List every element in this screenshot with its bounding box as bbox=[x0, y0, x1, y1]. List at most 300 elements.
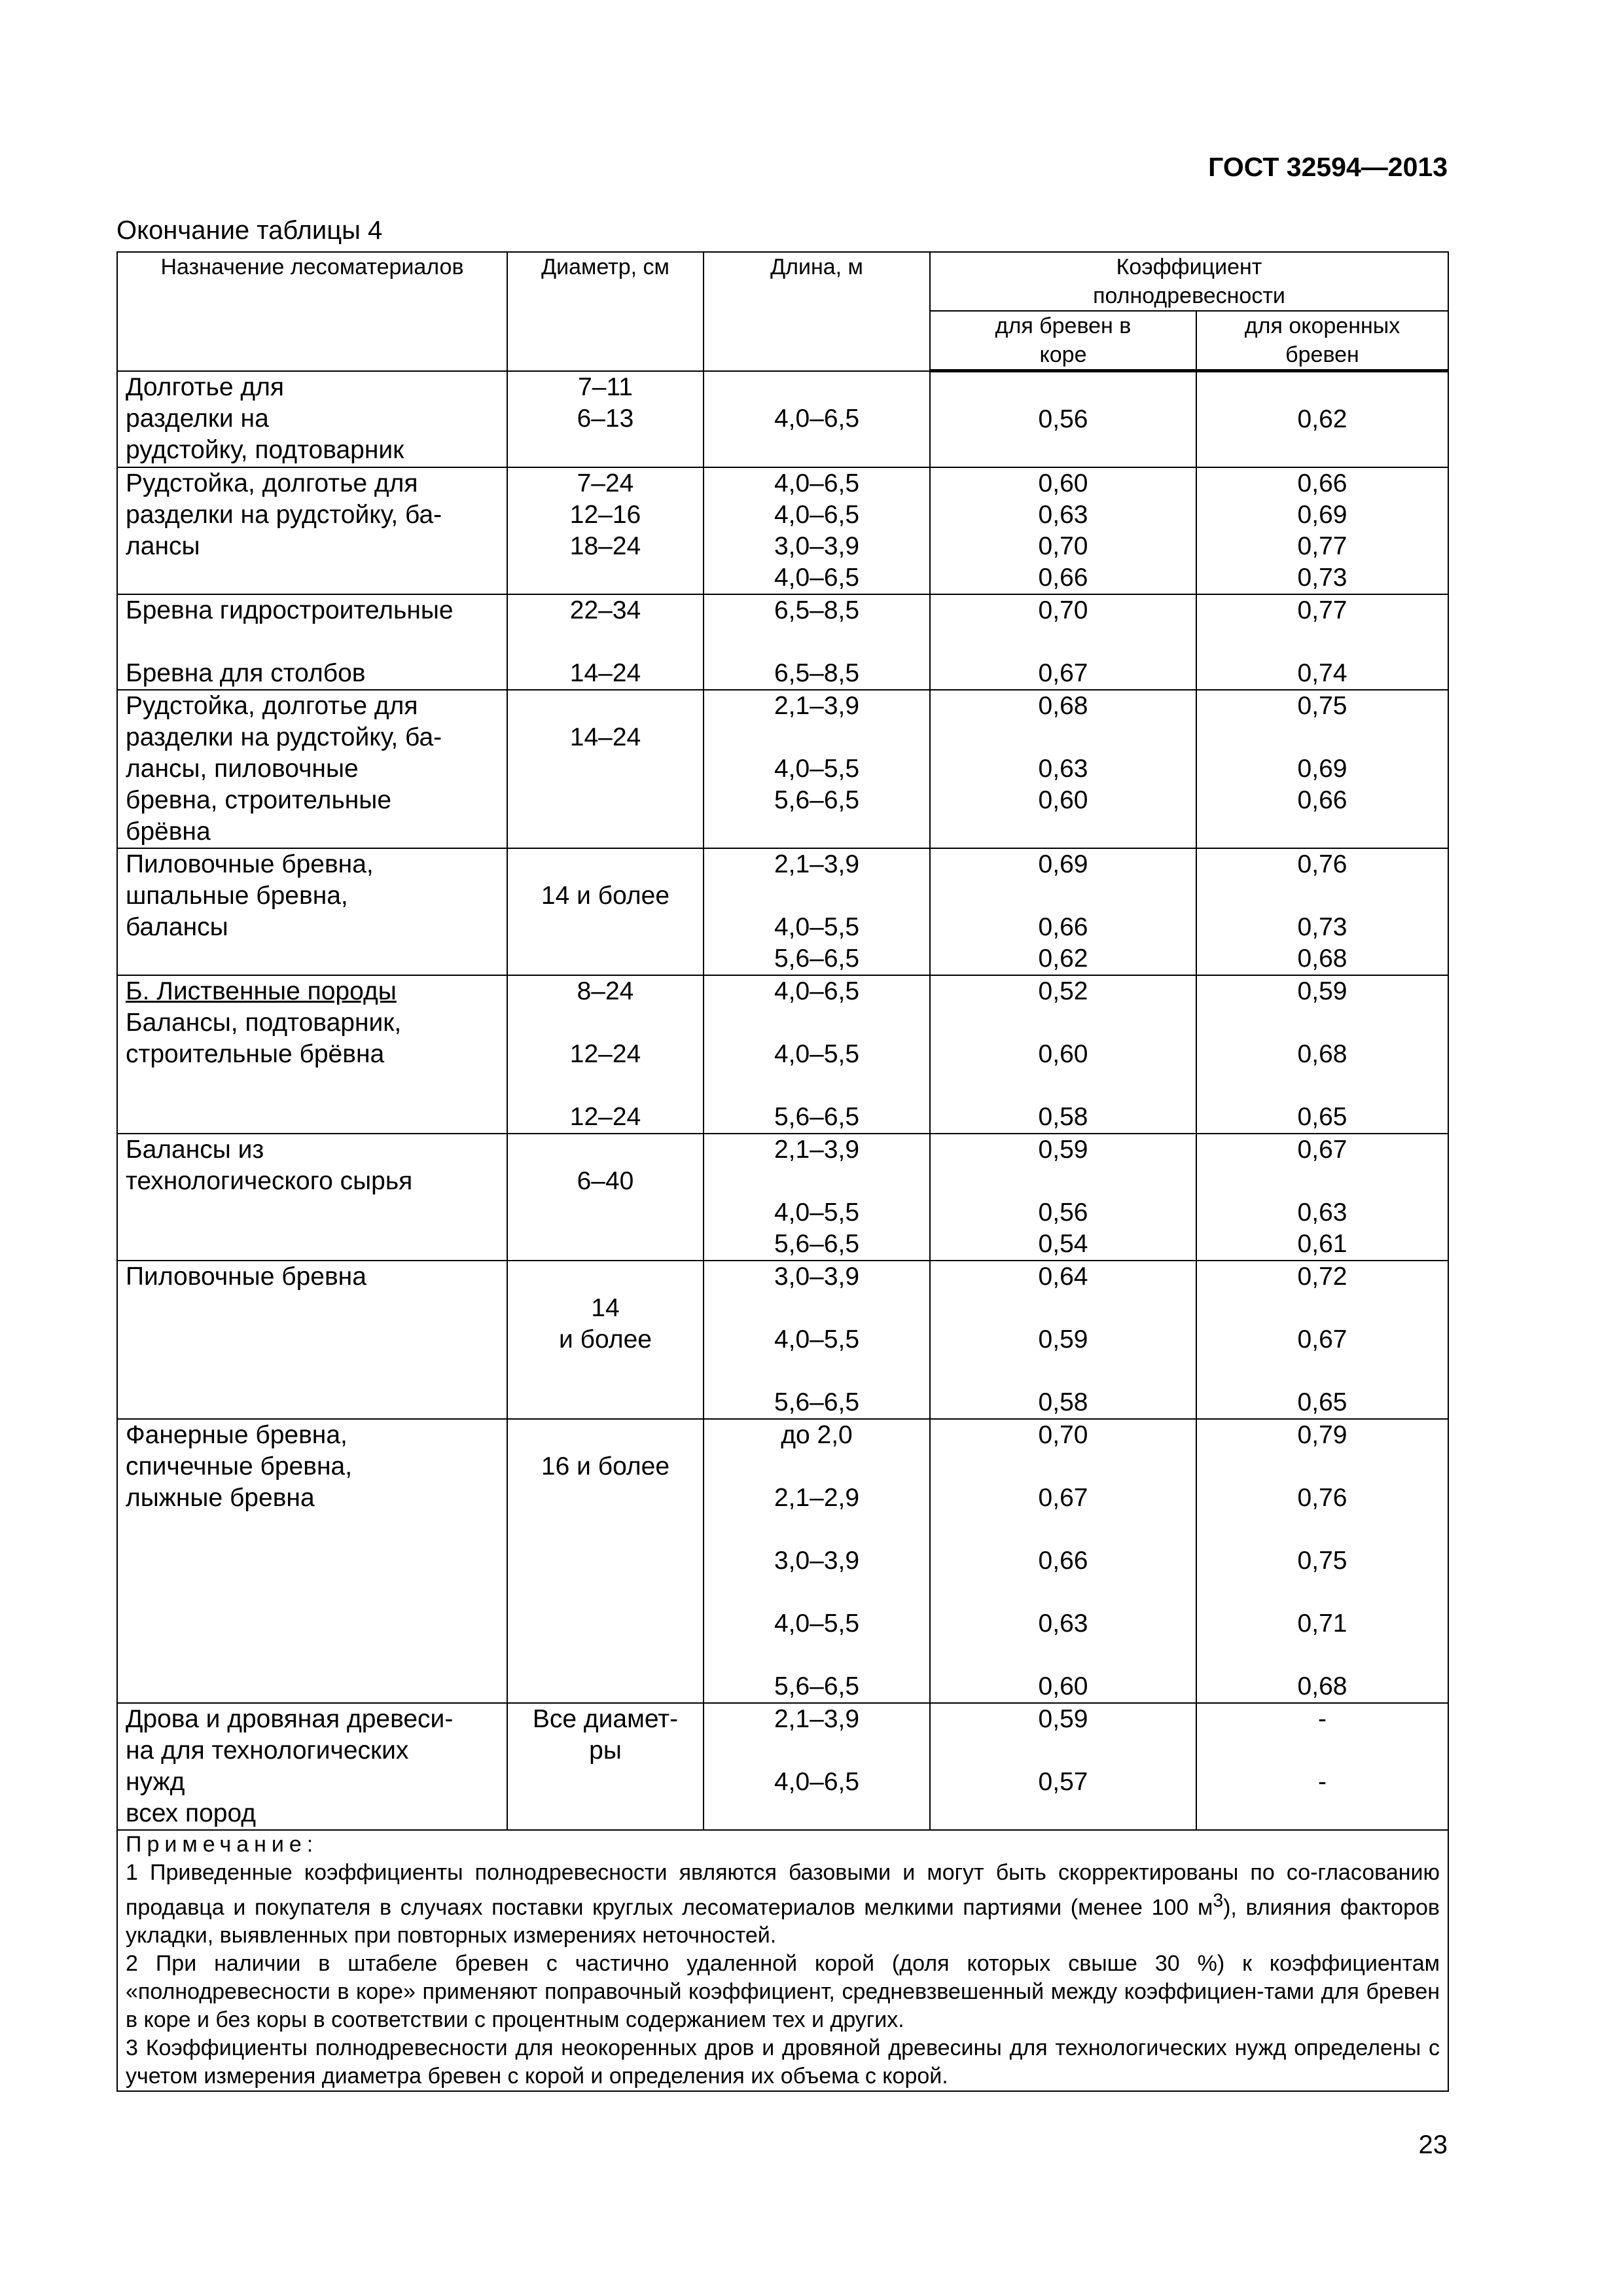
table-body bbox=[117, 371, 1448, 1831]
cell-line: 4,0–5,5 bbox=[774, 1198, 860, 1227]
cell-line: 5,6–6,5 bbox=[774, 1230, 860, 1258]
cell-line: 0,63 bbox=[1297, 1198, 1347, 1227]
cell-line: лансы bbox=[126, 532, 200, 560]
cell-line: 0,67 bbox=[1038, 659, 1088, 687]
cell-line: 0,70 bbox=[1038, 1421, 1088, 1449]
cell-line: лансы, пиловочные bbox=[126, 755, 359, 783]
cell-coef-debarked bbox=[1196, 467, 1448, 594]
cell-line bbox=[938, 1070, 1188, 1102]
cell-line bbox=[516, 1420, 695, 1451]
cell-line bbox=[126, 1671, 499, 1702]
cell-line: 16 и более bbox=[541, 1452, 670, 1480]
cell-line: 7–24 bbox=[577, 469, 634, 497]
cell-line: нужд bbox=[126, 1768, 185, 1796]
cell-line bbox=[938, 626, 1188, 658]
table-row bbox=[117, 975, 1448, 1134]
cell-line bbox=[712, 1293, 921, 1324]
cell-line bbox=[516, 562, 695, 594]
cell-line bbox=[938, 1166, 1188, 1197]
header-length: Длина, м bbox=[704, 252, 930, 371]
cell-line bbox=[712, 1355, 921, 1387]
cell-line bbox=[938, 722, 1188, 753]
cell-purpose bbox=[117, 848, 507, 975]
cell-line: 0,66 bbox=[1038, 564, 1088, 592]
cell-line bbox=[516, 1608, 695, 1640]
cell-purpose bbox=[117, 371, 507, 468]
cell-line: 4,0–5,5 bbox=[774, 1609, 860, 1638]
cell-line: 2,1–3,9 bbox=[774, 1705, 860, 1733]
cell-line: 7–11 bbox=[578, 372, 633, 401]
cell-coef-debarked bbox=[1196, 848, 1448, 975]
cell-line: лыжные бревна bbox=[126, 1484, 315, 1512]
cell-diameter bbox=[507, 1261, 704, 1419]
cell-line bbox=[516, 1482, 695, 1514]
cell-line: 0,63 bbox=[1038, 755, 1088, 783]
cell-line bbox=[516, 691, 695, 722]
cell-line: и более bbox=[559, 1325, 652, 1354]
cell-line bbox=[516, 1767, 695, 1798]
cell-purpose bbox=[117, 1134, 507, 1261]
cell-line: 0,59 bbox=[1038, 1705, 1088, 1733]
cell-line bbox=[516, 816, 695, 848]
cell-line bbox=[1205, 1640, 1440, 1671]
cell-line: 0,60 bbox=[1038, 786, 1088, 814]
table-row bbox=[117, 1134, 1448, 1261]
wood-density-table bbox=[116, 251, 1449, 2092]
cell-line: Рудстойка, долготье для bbox=[126, 692, 418, 720]
cell-length bbox=[704, 1134, 930, 1261]
cell-line: 0,67 bbox=[1297, 1325, 1347, 1354]
cell-line: 0,77 bbox=[1297, 596, 1347, 624]
cell-line bbox=[126, 1070, 499, 1102]
cell-line bbox=[126, 1577, 499, 1608]
cell-line bbox=[1205, 1007, 1440, 1039]
cell-line bbox=[1205, 880, 1440, 912]
cell-line bbox=[516, 435, 695, 466]
cell-line: 6–40 bbox=[577, 1167, 634, 1195]
cell-line: 0,58 bbox=[1038, 1388, 1088, 1416]
cell-line: 0,62 bbox=[1038, 944, 1088, 973]
cell-purpose bbox=[117, 467, 507, 594]
cell-line bbox=[1205, 1166, 1440, 1197]
cell-line bbox=[938, 880, 1188, 912]
cell-line: 5,6–6,5 bbox=[774, 786, 860, 814]
cell-coef-bark bbox=[930, 594, 1196, 690]
cell-line bbox=[712, 1514, 921, 1545]
cell-line bbox=[126, 1229, 499, 1260]
cell-line bbox=[516, 1007, 695, 1039]
cell-line bbox=[938, 1798, 1188, 1829]
cell-line: 8–24 bbox=[577, 977, 634, 1005]
cell-line: брёвна bbox=[126, 817, 211, 846]
cell-line: балансы bbox=[126, 913, 228, 941]
cell-line: 0,66 bbox=[1297, 786, 1347, 814]
cell-coef-debarked bbox=[1196, 975, 1448, 1134]
table-row bbox=[117, 1703, 1448, 1830]
cell-line: 14–24 bbox=[569, 723, 641, 751]
cell-line: Б. Лиственные породы bbox=[126, 977, 397, 1005]
cell-line bbox=[516, 1671, 695, 1702]
cell-purpose bbox=[117, 1261, 507, 1419]
cell-line bbox=[516, 1134, 695, 1166]
cell-line: 0,68 bbox=[1297, 1672, 1347, 1700]
cell-line bbox=[712, 1735, 921, 1767]
cell-line: ры bbox=[589, 1736, 622, 1765]
cell-line: 0,59 bbox=[1038, 1325, 1088, 1354]
cell-purpose bbox=[117, 690, 507, 848]
cell-line: 0,66 bbox=[1297, 469, 1347, 497]
cell-line bbox=[712, 372, 921, 403]
cell-line bbox=[712, 1798, 921, 1829]
table-row bbox=[117, 690, 1448, 848]
cell-line: 0,70 bbox=[1038, 532, 1088, 560]
cell-line: 0,56 bbox=[1038, 405, 1088, 433]
cell-line bbox=[126, 943, 499, 975]
cell-line bbox=[126, 626, 499, 658]
cell-line: 0,59 bbox=[1297, 977, 1347, 1005]
cell-line bbox=[712, 435, 921, 466]
cell-line: 12–24 bbox=[569, 1103, 641, 1131]
cell-length bbox=[704, 594, 930, 690]
cell-line bbox=[516, 1798, 695, 1829]
cell-line bbox=[938, 1640, 1188, 1671]
cell-line: разделки на bbox=[126, 404, 269, 433]
cell-line: Балансы из bbox=[126, 1136, 264, 1164]
cell-line: 14–24 bbox=[569, 659, 641, 687]
cell-line bbox=[712, 816, 921, 848]
cell-purpose bbox=[117, 1703, 507, 1830]
cell-line bbox=[516, 753, 695, 785]
cell-line: Пиловочные бревна, bbox=[126, 850, 374, 878]
cell-line bbox=[126, 1545, 499, 1577]
cell-line: 0,66 bbox=[1038, 913, 1088, 941]
cell-line: рудстойку, подтоварник bbox=[126, 435, 404, 464]
cell-line bbox=[516, 1070, 695, 1102]
note-1: 1 Приведенные коэффициенты полнодревесности являются базовыми и могут быть скорректированы по со-гласованию продавца и покупателя в случаях поставки круглых лесоматериалов мелкими партиями (менее 100 $м^3$), влияния факторов укладки, выявленных при повторных измерениях неточностей. bbox=[126, 1860, 1440, 1948]
cell-line bbox=[126, 1514, 499, 1545]
cell-line: 0,69 bbox=[1297, 501, 1347, 529]
cell-line: 2,1–3,9 bbox=[774, 692, 860, 720]
cell-line bbox=[712, 1070, 921, 1102]
cell-line bbox=[1205, 372, 1440, 404]
cell-line: 4,0–6,5 bbox=[774, 469, 860, 497]
cell-line: 0,74 bbox=[1297, 659, 1347, 687]
cell-line: 0,76 bbox=[1297, 1484, 1347, 1512]
cell-line: 6–13 bbox=[577, 404, 634, 433]
cell-line: 0,66 bbox=[1038, 1547, 1088, 1575]
cell-line: 5,6–6,5 bbox=[774, 944, 860, 973]
cell-line: 0,68 bbox=[1038, 692, 1088, 720]
cell-line bbox=[712, 1451, 921, 1482]
cell-line bbox=[1205, 1514, 1440, 1545]
cell-coef-bark bbox=[930, 690, 1196, 848]
cell-line: на для технологических bbox=[126, 1736, 409, 1765]
table-row bbox=[117, 1419, 1448, 1703]
cell-line bbox=[126, 1324, 499, 1355]
cell-line bbox=[938, 1293, 1188, 1324]
cell-line bbox=[516, 849, 695, 880]
header-coef-debarked: для окоренных бревен bbox=[1196, 311, 1448, 371]
cell-line: 0,69 bbox=[1297, 755, 1347, 783]
cell-line bbox=[126, 1102, 499, 1133]
cell-line: 0,58 bbox=[1038, 1103, 1088, 1131]
cell-line bbox=[516, 1387, 695, 1418]
cell-line: 2,1–2,9 bbox=[774, 1484, 860, 1512]
cell-line: 0,64 bbox=[1038, 1263, 1088, 1291]
cell-line bbox=[1205, 816, 1440, 848]
cell-line: 6,5–8,5 bbox=[774, 659, 860, 687]
note-2: 2 При наличии в штабеле бревен с частично удаленной корой (доля которых свыше 30 %) к коэффициентам «полнодревесности в коре» применяют поправочный коэффициент, средневзвешенный между коэффициен-тами для бревен в коре и без коры в соответствии с процентным содержанием тех и других. bbox=[126, 1951, 1440, 2033]
cell-line: Балансы, подтоварник, bbox=[126, 1009, 402, 1037]
cell-diameter bbox=[507, 690, 704, 848]
cell-line: 6,5–8,5 bbox=[774, 596, 860, 624]
header-diameter: Диаметр, см bbox=[507, 252, 704, 371]
cell-line bbox=[126, 1387, 499, 1418]
cell-line: 0,72 bbox=[1297, 1263, 1347, 1291]
cell-line: 0,67 bbox=[1038, 1484, 1088, 1512]
cell-length bbox=[704, 975, 930, 1134]
table-caption: Окончание таблицы 4 bbox=[116, 216, 383, 245]
cell-line bbox=[938, 1577, 1188, 1608]
cell-line bbox=[938, 1355, 1188, 1387]
cell-line bbox=[516, 912, 695, 943]
cell-line: 0,63 bbox=[1038, 501, 1088, 529]
cell-line bbox=[1205, 1293, 1440, 1324]
cell-line bbox=[516, 1229, 695, 1260]
cell-purpose bbox=[117, 594, 507, 690]
cell-line: 12–24 bbox=[569, 1040, 641, 1068]
cell-line: спичечные бревна, bbox=[126, 1452, 353, 1480]
cell-coef-debarked bbox=[1196, 690, 1448, 848]
cell-diameter bbox=[507, 848, 704, 975]
cell-line bbox=[712, 1640, 921, 1671]
cell-line: 0,67 bbox=[1297, 1136, 1347, 1164]
cell-line bbox=[126, 1293, 499, 1324]
cell-line bbox=[1205, 435, 1440, 467]
cell-line: 4,0–5,5 bbox=[774, 755, 860, 783]
cell-line: 5,6–6,5 bbox=[774, 1103, 860, 1131]
cell-line bbox=[516, 1514, 695, 1545]
cell-coef-debarked bbox=[1196, 371, 1448, 468]
cell-line: 5,6–6,5 bbox=[774, 1672, 860, 1700]
cell-line: 18–24 bbox=[569, 532, 641, 560]
cell-line: 0,63 bbox=[1038, 1609, 1088, 1638]
cell-line: 0,60 bbox=[1038, 469, 1088, 497]
cell-line: 0,71 bbox=[1297, 1609, 1347, 1638]
cell-line bbox=[938, 1007, 1188, 1039]
cell-line: 0,76 bbox=[1297, 850, 1347, 878]
cell-line: разделки на рудстойку, ба- bbox=[126, 501, 442, 529]
cell-line: 12–16 bbox=[569, 501, 641, 529]
cell-line: 0,75 bbox=[1297, 1547, 1347, 1575]
cell-coef-bark bbox=[930, 1261, 1196, 1419]
cell-line: 2,1–3,9 bbox=[774, 1136, 860, 1164]
cell-line bbox=[1205, 1070, 1440, 1102]
page-number: 23 bbox=[1418, 2130, 1448, 2159]
table-row bbox=[117, 371, 1448, 468]
cell-line: 0,52 bbox=[1038, 977, 1088, 1005]
cell-length bbox=[704, 848, 930, 975]
cell-line bbox=[938, 1451, 1188, 1482]
cell-line bbox=[516, 1640, 695, 1671]
cell-line bbox=[712, 1577, 921, 1608]
cell-line: Пиловочные бревна bbox=[126, 1263, 366, 1291]
cell-line bbox=[516, 1197, 695, 1229]
cell-line: бревна, строительные bbox=[126, 786, 392, 814]
cell-length bbox=[704, 467, 930, 594]
cell-purpose bbox=[117, 975, 507, 1134]
cell-line: 4,0–5,5 bbox=[774, 913, 860, 941]
cell-line bbox=[516, 1545, 695, 1577]
cell-line: 0,77 bbox=[1297, 532, 1347, 560]
cell-line: 0,79 bbox=[1297, 1421, 1347, 1449]
cell-line bbox=[938, 1735, 1188, 1767]
cell-line bbox=[1205, 1735, 1440, 1767]
cell-diameter bbox=[507, 371, 704, 468]
cell-line bbox=[712, 626, 921, 658]
cell-line: - bbox=[1318, 1705, 1327, 1733]
note-3: 3 Коэффициенты полнодревесности для неокоренных дров и дровяной древесины для технологических нужд определены с учетом измерения диаметра бревен с корой и определения их объема с корой. bbox=[126, 2036, 1440, 2089]
cell-line bbox=[516, 1355, 695, 1387]
cell-line: 0,68 bbox=[1297, 944, 1347, 973]
cell-line: разделки на рудстойку, ба- bbox=[126, 723, 442, 751]
cell-line bbox=[126, 1640, 499, 1671]
cell-line bbox=[516, 1261, 695, 1293]
cell-line bbox=[1205, 1451, 1440, 1482]
cell-line bbox=[1205, 1355, 1440, 1387]
cell-line: 5,6–6,5 bbox=[774, 1388, 860, 1416]
table-row bbox=[117, 1261, 1448, 1419]
cell-line bbox=[516, 626, 695, 658]
cell-line bbox=[126, 1355, 499, 1387]
cell-line bbox=[938, 372, 1188, 404]
cell-line: 0,68 bbox=[1297, 1040, 1347, 1068]
cell-line: 4,0–6,5 bbox=[774, 1768, 860, 1796]
cell-coef-bark bbox=[930, 848, 1196, 975]
header-purpose: Назначение лесоматериалов bbox=[117, 252, 507, 371]
cell-coef-debarked bbox=[1196, 1134, 1448, 1261]
cell-line bbox=[712, 722, 921, 753]
cell-line: 4,0–6,5 bbox=[774, 501, 860, 529]
cell-diameter bbox=[507, 975, 704, 1134]
cell-line: до 2,0 bbox=[781, 1421, 853, 1449]
cell-line bbox=[1205, 1798, 1440, 1829]
cell-line bbox=[1205, 1577, 1440, 1608]
cell-line: всех пород bbox=[126, 1799, 257, 1827]
cell-line: 0,56 bbox=[1038, 1198, 1088, 1227]
cell-length bbox=[704, 1261, 930, 1419]
cell-length bbox=[704, 1419, 930, 1703]
cell-coef-bark bbox=[930, 1419, 1196, 1703]
cell-line: 4,0–6,5 bbox=[774, 564, 860, 592]
cell-line: 4,0–5,5 bbox=[774, 1040, 860, 1068]
cell-line: Все диамет- bbox=[532, 1705, 679, 1733]
cell-line bbox=[938, 1514, 1188, 1545]
cell-line: 0,59 bbox=[1038, 1136, 1088, 1164]
cell-line: 22–34 bbox=[569, 596, 641, 624]
cell-line: - bbox=[1318, 1768, 1327, 1796]
cell-line bbox=[712, 880, 921, 912]
cell-line: строительные брёвна bbox=[126, 1040, 385, 1068]
cell-line: 0,73 bbox=[1297, 564, 1347, 592]
note-title: Примечание: bbox=[126, 1832, 319, 1857]
cell-diameter bbox=[507, 1419, 704, 1703]
cell-line bbox=[126, 1608, 499, 1640]
cell-coef-bark bbox=[930, 1134, 1196, 1261]
cell-line bbox=[126, 1197, 499, 1229]
cell-line: 0,60 bbox=[1038, 1672, 1088, 1700]
cell-coef-debarked bbox=[1196, 1703, 1448, 1830]
cell-line: 3,0–3,9 bbox=[774, 532, 860, 560]
cell-line: 0,73 bbox=[1297, 913, 1347, 941]
cell-line: 0,65 bbox=[1297, 1103, 1347, 1131]
table-note bbox=[117, 1830, 1448, 2091]
cell-line: Бревна для столбов bbox=[126, 659, 366, 687]
cell-coef-bark bbox=[930, 467, 1196, 594]
table-row bbox=[117, 848, 1448, 975]
cell-coef-debarked bbox=[1196, 1261, 1448, 1419]
table-row bbox=[117, 467, 1448, 594]
cell-line: Рудстойка, долготье для bbox=[126, 469, 418, 497]
cell-line: 0,75 bbox=[1297, 692, 1347, 720]
cell-line: 4,0–6,5 bbox=[774, 404, 860, 433]
cell-line: 0,62 bbox=[1297, 405, 1347, 433]
cell-line bbox=[126, 562, 499, 594]
cell-coef-debarked bbox=[1196, 1419, 1448, 1703]
cell-line: 2,1–3,9 bbox=[774, 850, 860, 878]
cell-coef-bark bbox=[930, 975, 1196, 1134]
cell-line: 0,70 bbox=[1038, 596, 1088, 624]
cell-line: Бревна гидростроительные bbox=[126, 596, 454, 624]
cell-line bbox=[712, 1007, 921, 1039]
cell-diameter bbox=[507, 1134, 704, 1261]
cell-line: 14 и более bbox=[541, 882, 670, 910]
header-coef-bark: для бревен в коре bbox=[930, 311, 1196, 371]
cell-line bbox=[712, 1166, 921, 1197]
cell-line: 0,60 bbox=[1038, 1040, 1088, 1068]
cell-line: 0,69 bbox=[1038, 850, 1088, 878]
cell-line: 4,0–6,5 bbox=[774, 977, 860, 1005]
cell-line: 14 bbox=[591, 1294, 620, 1322]
cell-line: 0,57 bbox=[1038, 1768, 1088, 1796]
cell-line: 4,0–5,5 bbox=[774, 1325, 860, 1354]
cell-line: Фанерные бревна, bbox=[126, 1421, 348, 1449]
cell-line bbox=[938, 435, 1188, 467]
cell-length bbox=[704, 690, 930, 848]
cell-line: 0,54 bbox=[1038, 1230, 1088, 1258]
cell-line bbox=[516, 1577, 695, 1608]
cell-coef-debarked bbox=[1196, 594, 1448, 690]
cell-diameter bbox=[507, 1703, 704, 1830]
cell-line: 0,65 bbox=[1297, 1388, 1347, 1416]
cell-line: Дрова и дровяная древеси- bbox=[126, 1705, 454, 1733]
cell-coef-bark bbox=[930, 1703, 1196, 1830]
cell-length bbox=[704, 371, 930, 468]
cell-line: 3,0–3,9 bbox=[774, 1547, 860, 1575]
cell-diameter bbox=[507, 467, 704, 594]
cell-length bbox=[704, 1703, 930, 1830]
standard-designation: ГОСТ 32594—2013 bbox=[1208, 152, 1448, 182]
cell-line: шпальные бревна, bbox=[126, 882, 348, 910]
cell-line: технологического сырья bbox=[126, 1167, 413, 1195]
table-row bbox=[117, 594, 1448, 690]
cell-line bbox=[1205, 722, 1440, 753]
cell-line: 0,61 bbox=[1297, 1230, 1347, 1258]
cell-diameter bbox=[507, 594, 704, 690]
cell-line bbox=[1205, 626, 1440, 658]
header-coefficient: Коэффициент полнодревесности bbox=[930, 252, 1448, 311]
cell-line bbox=[516, 943, 695, 975]
